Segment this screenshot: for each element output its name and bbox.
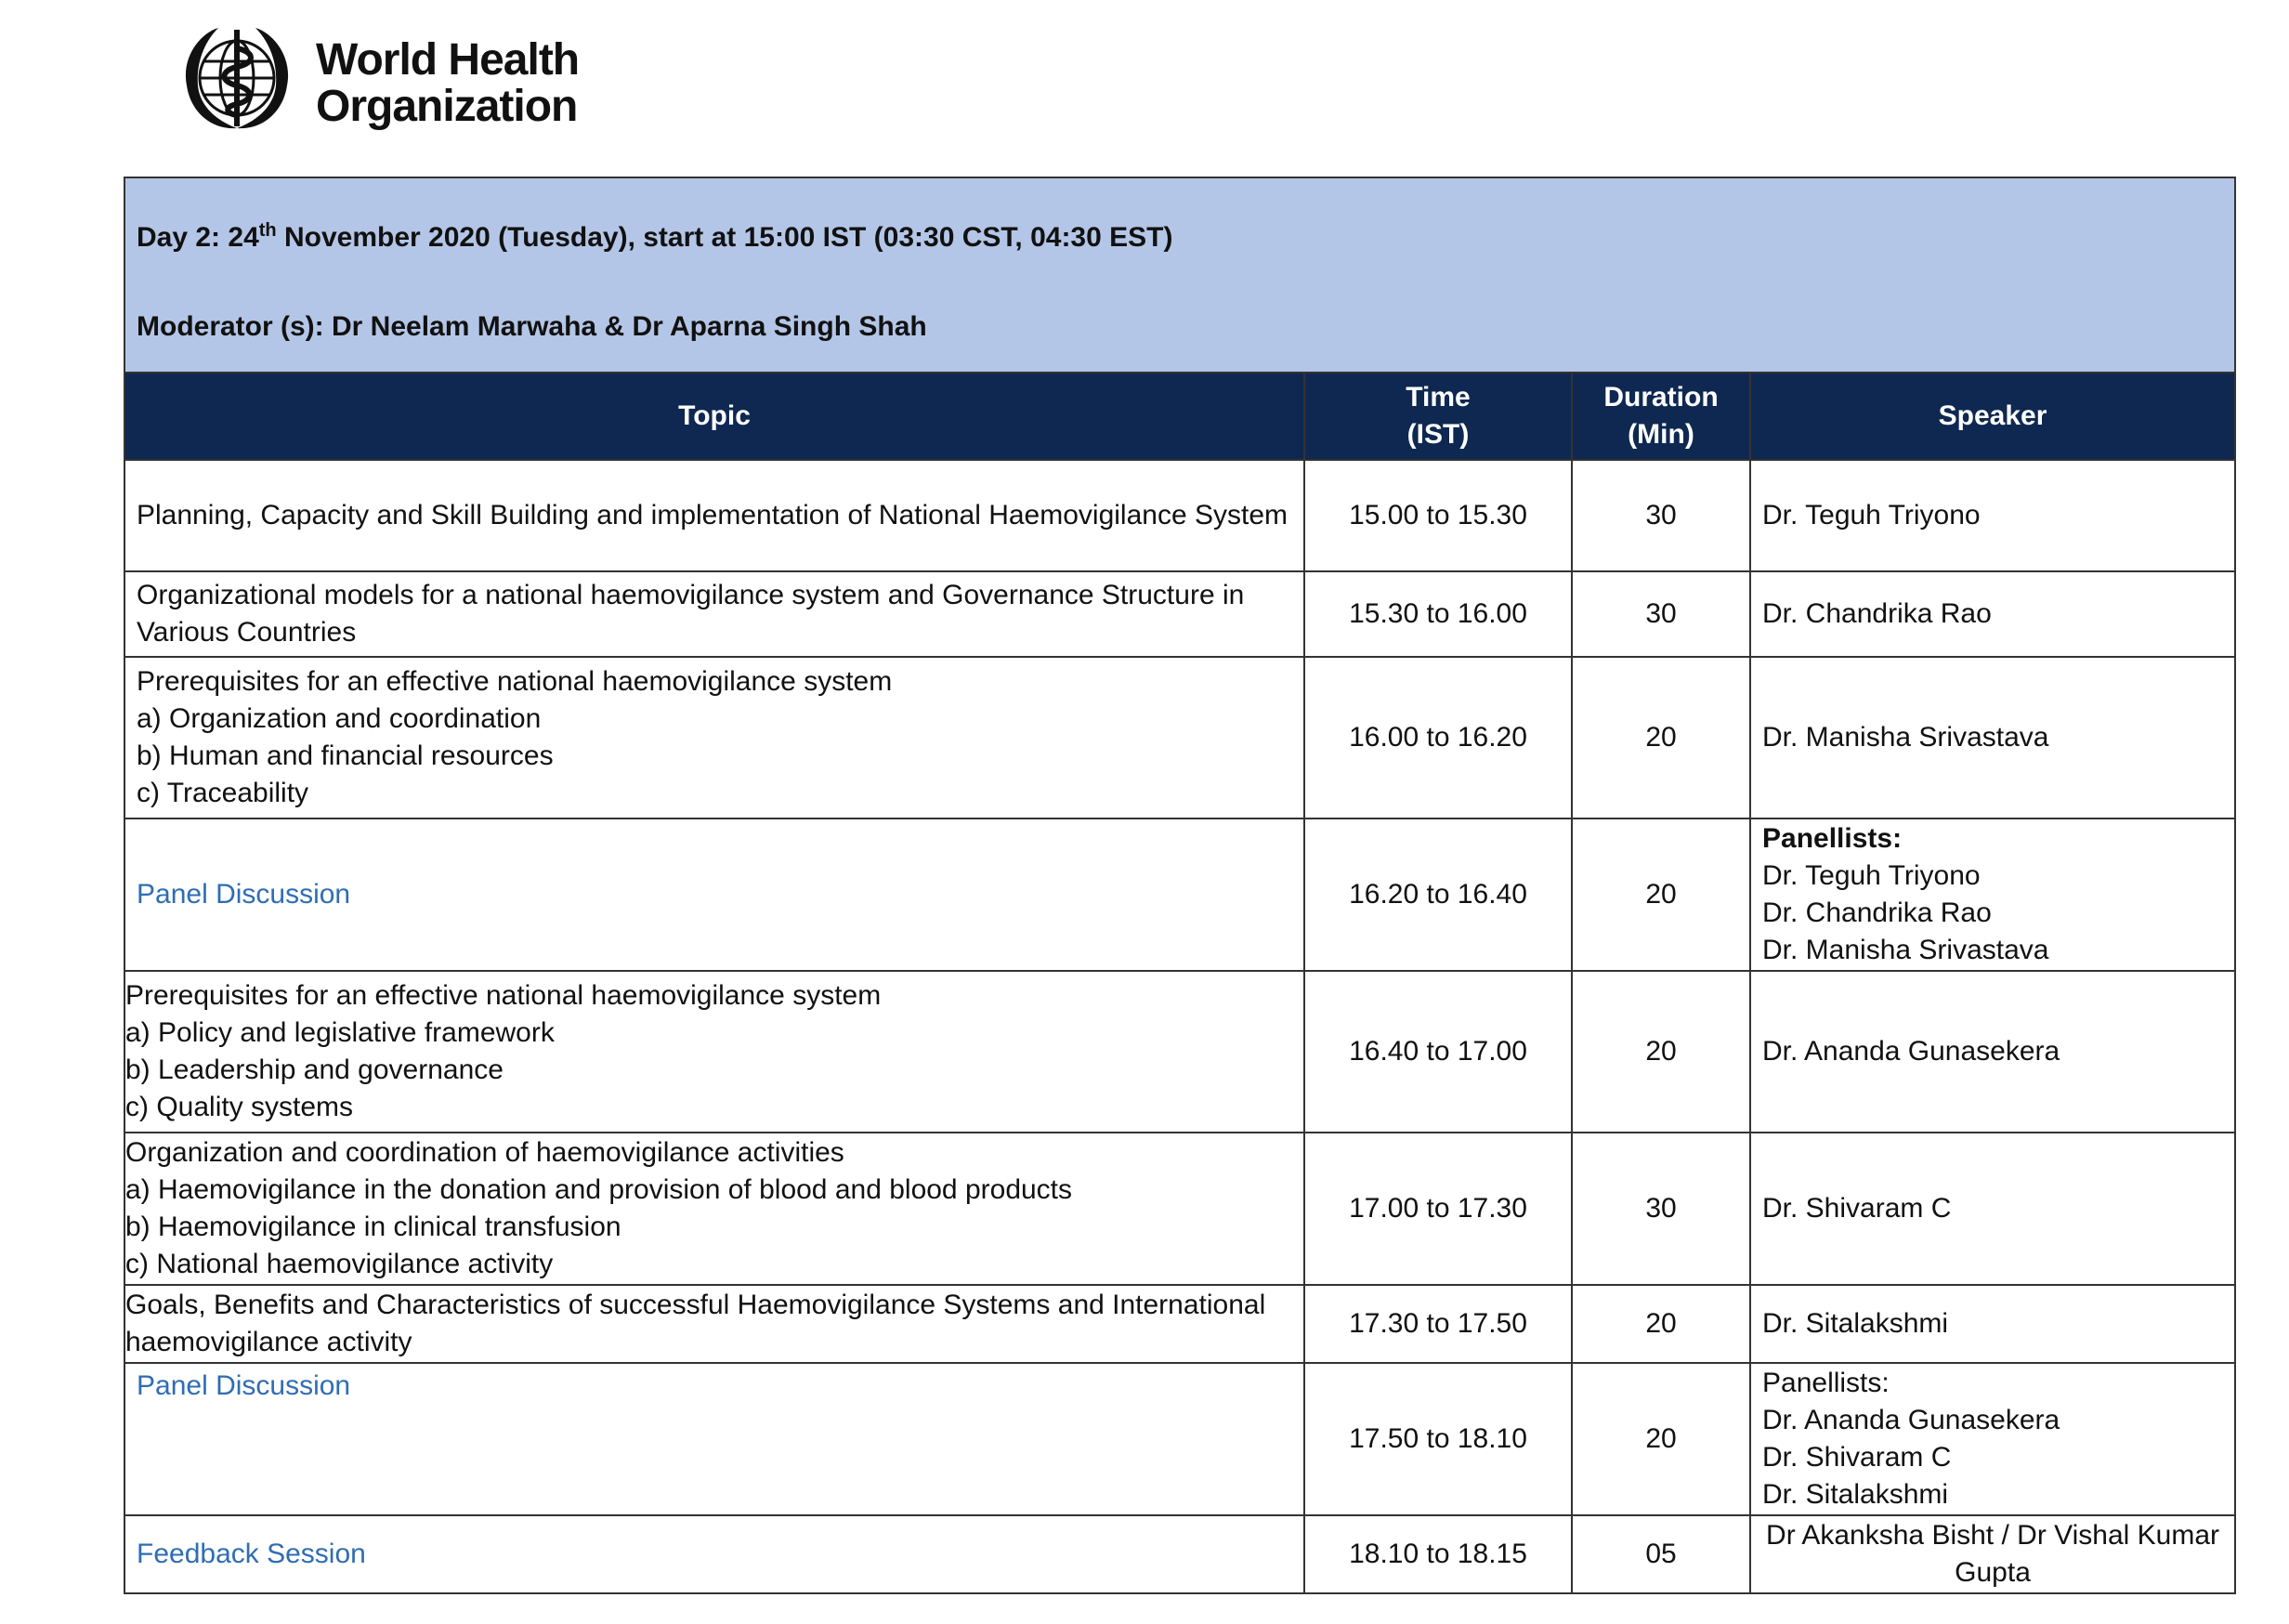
speaker-cell: Dr. Teguh Triyono — [1750, 460, 2235, 571]
speaker-cell: Panellists: Dr. Teguh Triyono Dr. Chandrika Rao Dr. Manisha Srivastava — [1750, 819, 2235, 971]
table-row — [124, 1363, 2235, 1515]
day-heading: Day 2: 24th November 2020 (Tuesday), start at 15:00 IST (03:30 CST, 04:30 EST) — [137, 220, 1173, 253]
topic-cell: Organizational models for a national haemovigilance system and Governance Structure in Various Countries — [124, 571, 1304, 657]
speaker-cell: Dr Akanksha Bisht / Dr Vishal Kumar Gupta — [1750, 1515, 2235, 1593]
table-row — [124, 571, 2235, 657]
time-cell: 17.50 to 18.10 — [1304, 1363, 1572, 1515]
table-row — [124, 1285, 2235, 1363]
time-cell: 17.30 to 17.50 — [1304, 1285, 1572, 1363]
speaker-cell: Dr. Ananda Gunasekera — [1750, 971, 2235, 1133]
time-cell: 16.00 to 16.20 — [1304, 657, 1572, 819]
table-row — [124, 971, 2235, 1133]
feedback-session-link[interactable]: Feedback Session — [124, 1515, 1304, 1593]
topic-cell: Organization and coordination of haemovigilance activities a) Haemovigilance in the donation and provision of blood and blood products b) Haemovigilance in clinical transfusion c) National haemovigilance activity — [124, 1133, 1304, 1285]
col-duration: Duration (Min) — [1572, 373, 1750, 460]
topic-cell: Goals, Benefits and Characteristics of successful Haemovigilance Systems and International haemovigilance activity — [124, 1285, 1304, 1363]
table-header — [124, 373, 2235, 460]
speaker-cell: Panellists: Dr. Ananda Gunasekera Dr. Shivaram C Dr. Sitalakshmi — [1750, 1363, 2235, 1515]
speaker-cell: Dr. Sitalakshmi — [1750, 1285, 2235, 1363]
table-row — [124, 1515, 2235, 1593]
col-topic: Topic — [124, 373, 1304, 460]
duration-cell: 30 — [1572, 571, 1750, 657]
time-cell: 15.30 to 16.00 — [1304, 571, 1572, 657]
agenda-table — [124, 177, 2236, 1594]
table-row — [124, 460, 2235, 571]
col-time: Time (IST) — [1304, 373, 1572, 460]
time-cell: 16.40 to 17.00 — [1304, 971, 1572, 1133]
duration-cell: 30 — [1572, 460, 1750, 571]
panel-discussion-link[interactable]: Panel Discussion — [124, 1363, 1304, 1515]
duration-cell: 20 — [1572, 1285, 1750, 1363]
panel-discussion-link[interactable]: Panel Discussion — [124, 819, 1304, 971]
duration-cell: 20 — [1572, 819, 1750, 971]
duration-cell: 20 — [1572, 1363, 1750, 1515]
duration-cell: 20 — [1572, 971, 1750, 1133]
who-emblem-icon — [172, 20, 302, 143]
time-cell: 16.20 to 16.40 — [1304, 819, 1572, 971]
speaker-cell: Dr. Chandrika Rao — [1750, 571, 2235, 657]
col-speaker: Speaker — [1750, 373, 2235, 460]
topic-cell: Prerequisites for an effective national haemovigilance system a) Policy and legislative framework b) Leadership and governance c) Quality systems — [124, 971, 1304, 1133]
time-cell: 17.00 to 17.30 — [1304, 1133, 1572, 1285]
table-row — [124, 819, 2235, 971]
speaker-cell: Dr. Manisha Srivastava — [1750, 657, 2235, 819]
duration-cell: 20 — [1572, 657, 1750, 819]
day-banner — [124, 177, 2235, 373]
time-cell: 15.00 to 15.30 — [1304, 460, 1572, 571]
time-cell: 18.10 to 18.15 — [1304, 1515, 1572, 1593]
duration-cell: 30 — [1572, 1133, 1750, 1285]
topic-cell: Planning, Capacity and Skill Building and implementation of National Haemovigilance System — [124, 460, 1304, 571]
organization-name: World Health Organization — [316, 35, 580, 131]
topic-cell: Prerequisites for an effective national haemovigilance system a) Organization and coordination b) Human and financial resources c) Traceability — [124, 657, 1304, 819]
speaker-cell: Dr. Shivaram C — [1750, 1133, 2235, 1285]
moderators: Moderator (s): Dr Neelam Marwaha & Dr Aparna Singh Shah — [137, 311, 927, 342]
who-logo — [172, 20, 581, 143]
table-row — [124, 1133, 2235, 1285]
duration-cell: 05 — [1572, 1515, 1750, 1593]
table-row — [124, 657, 2235, 819]
